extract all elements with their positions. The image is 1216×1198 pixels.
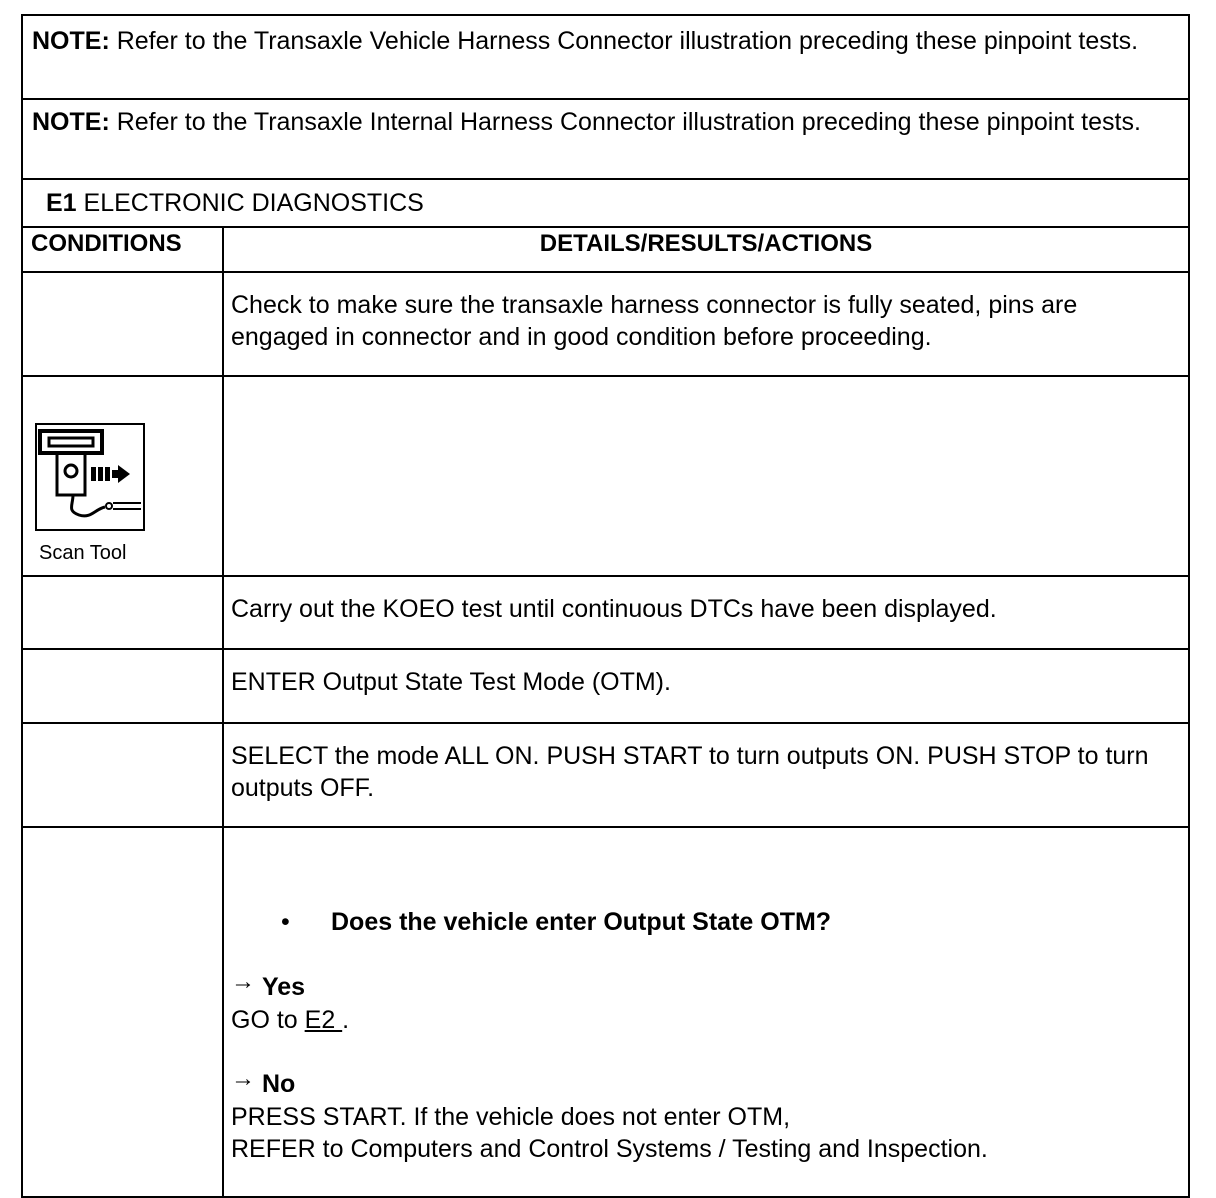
yes-prefix: GO to bbox=[231, 1006, 305, 1034]
right-arrow-icon: → bbox=[231, 1065, 255, 1092]
condition-cell bbox=[22, 272, 223, 376]
go-to-e2-link[interactable]: E2 bbox=[304, 1006, 343, 1034]
note-text: Refer to the Transaxle Internal Harness Connector illustration preceding these pinpoint tests. bbox=[109, 108, 1141, 136]
table-row bbox=[22, 376, 1189, 576]
table-row bbox=[22, 649, 1189, 723]
note-label: NOTE: bbox=[32, 27, 110, 55]
details-cell: Carry out the KOEO test until continuous DTCs have been displayed. bbox=[223, 576, 1189, 649]
note-text: Refer to the Transaxle Vehicle Harness Connector illustration preceding these pinpoint tests. bbox=[109, 27, 1139, 55]
section-code: E1 bbox=[46, 189, 77, 217]
condition-cell bbox=[22, 576, 223, 649]
scan-tool-icon bbox=[35, 423, 145, 531]
answer-no bbox=[231, 1065, 1168, 1165]
details-header: DETAILS/RESULTS/ACTIONS bbox=[223, 227, 1189, 272]
question-text: Does the vehicle enter Output State OTM? bbox=[331, 908, 832, 936]
condition-cell bbox=[22, 376, 223, 576]
table-header-row bbox=[22, 227, 1189, 272]
note-vehicle-harness bbox=[21, 14, 1190, 98]
section-title-text: ELECTRONIC DIAGNOSTICS bbox=[76, 189, 424, 217]
note-internal-harness bbox=[21, 98, 1190, 178]
details-cell: SELECT the mode ALL ON. PUSH START to turn outputs ON. PUSH STOP to turn outputs OFF. bbox=[223, 723, 1189, 827]
scan-tool-label: Scan Tool bbox=[39, 542, 127, 564]
yes-label: Yes bbox=[261, 973, 306, 1001]
table-row bbox=[22, 827, 1189, 1197]
conditions-header: CONDITIONS bbox=[22, 227, 223, 272]
details-cell bbox=[223, 376, 1189, 576]
pinpoint-test-document bbox=[21, 14, 1190, 1198]
details-cell: ENTER Output State Test Mode (OTM). bbox=[223, 649, 1189, 723]
question-cell bbox=[223, 827, 1189, 1197]
table-row bbox=[22, 723, 1189, 827]
yes-suffix: . bbox=[342, 1006, 350, 1034]
condition-cell bbox=[22, 649, 223, 723]
details-cell: Check to make sure the transaxle harness connector is fully seated, pins are engaged in connector and in good condition before proceeding. bbox=[223, 272, 1189, 376]
no-text-line2: REFER to Computers and Control Systems / Testing and Inspection. bbox=[231, 1135, 988, 1163]
section-title bbox=[21, 178, 1190, 226]
note-label: NOTE: bbox=[32, 108, 110, 136]
table-row bbox=[22, 576, 1189, 649]
answer-yes bbox=[231, 968, 1168, 1036]
no-label: No bbox=[261, 1070, 296, 1098]
condition-cell bbox=[22, 827, 223, 1197]
bullet-icon: • bbox=[281, 908, 290, 936]
no-text-line1: PRESS START. If the vehicle does not enter OTM, bbox=[231, 1103, 791, 1131]
diagnostic-table bbox=[21, 226, 1190, 1198]
right-arrow-icon: → bbox=[231, 968, 255, 995]
question bbox=[231, 906, 1168, 938]
condition-cell bbox=[22, 723, 223, 827]
table-row bbox=[22, 272, 1189, 376]
